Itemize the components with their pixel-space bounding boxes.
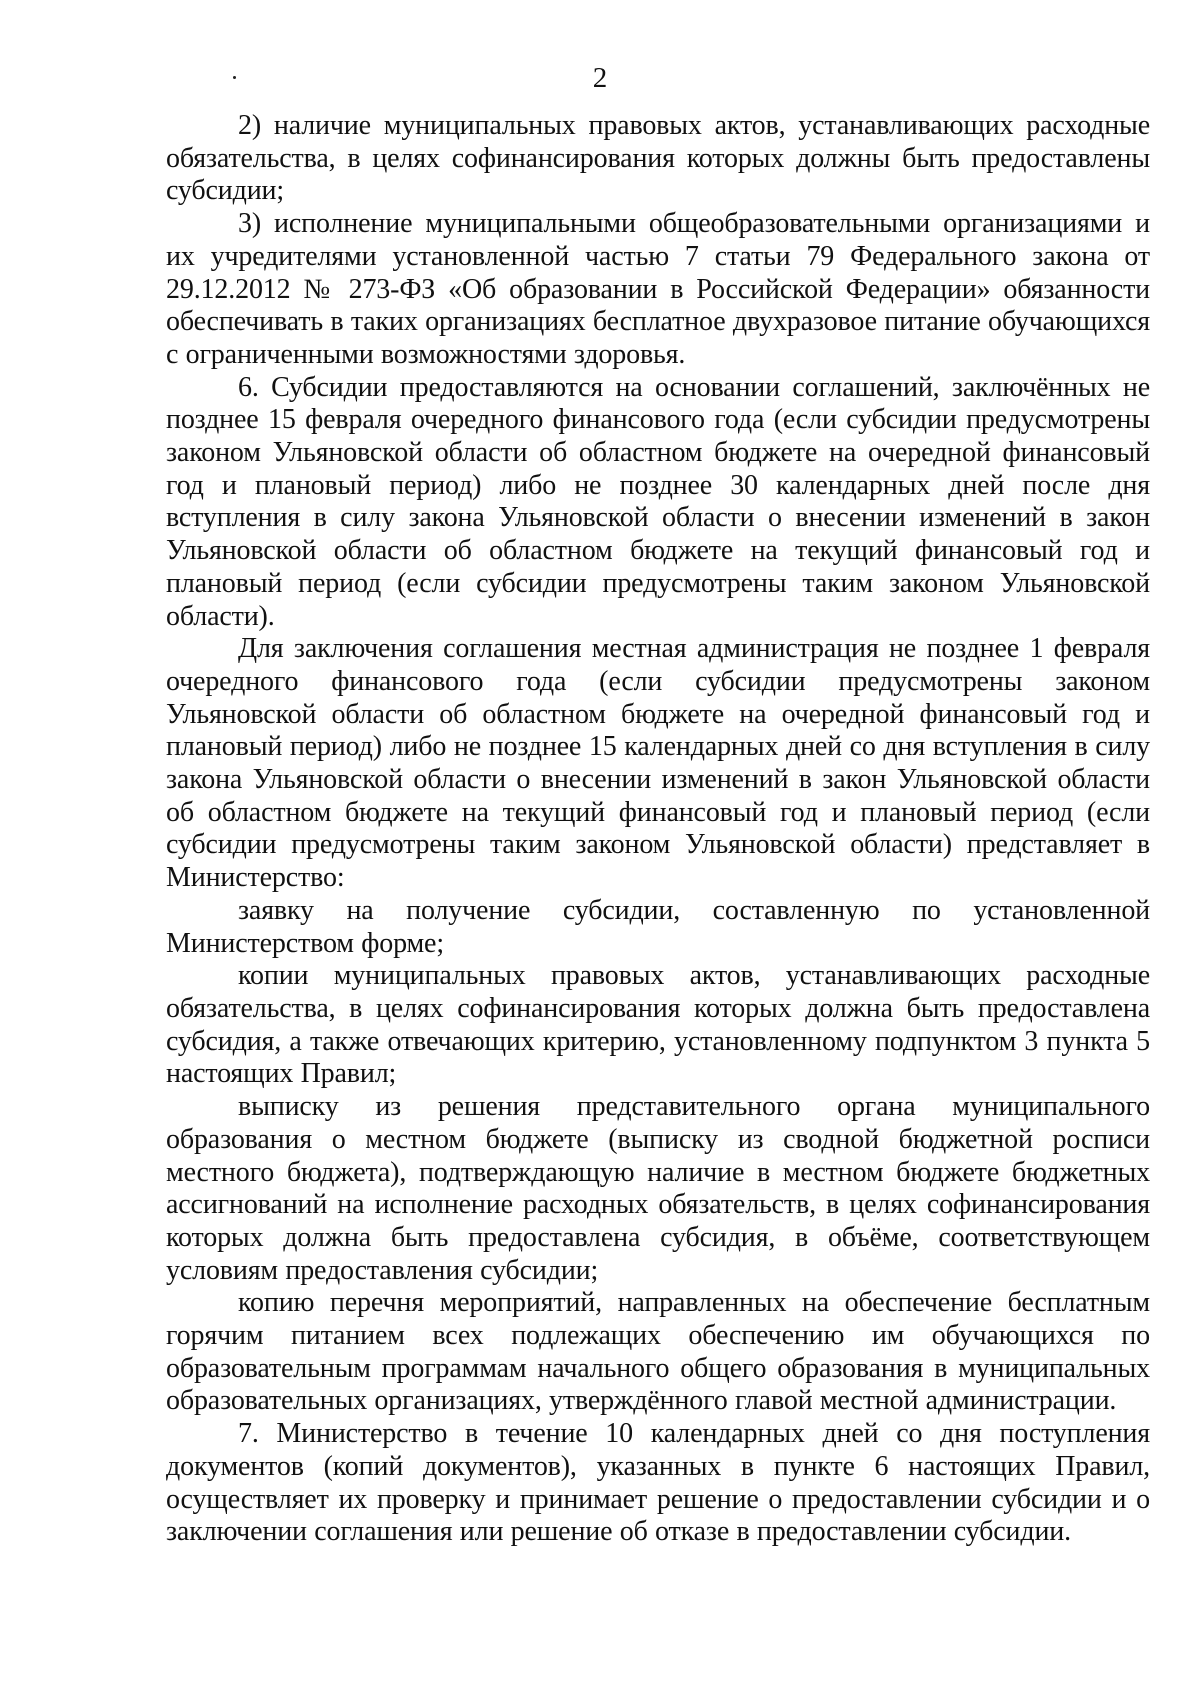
paragraph-clause-7: 7. Министерство в течение 10 календарных дней со дня поступления документов (копий документов), указанных в пункте 6 настоящих Правил, осуществляет их проверку и принимает решение о предоставлении субсидии и о заключении соглашения или решение об отказе в предоставлении субсидии. [166,1418,1150,1548]
paragraph-item-2: 2) наличие муниципальных правовых актов, устанавливающих расходные обязательства, в целях софинансирования которых должны быть предоставлены субсидии; [166,110,1150,207]
paragraph-clause-6: 6. Субсидии предоставляются на основании соглашений, заключённых не позднее 15 февраля очередного финансового года (если субсидии предусмотрены законом Ульяновской области об областном бюджете на очередной финансовый год и плановый период) либо не позднее 30 календарных дней после дня вступления в силу закона Ульяновской области о внесении изменений в закон Ульяновской области об областном бюджете на текущий финансовый год и плановый период (если субсидии предусмотрены таким законом Ульяновской области). [166,371,1150,632]
paragraph-measures-list: копию перечня мероприятий, направленных на обеспечение бесплатным горячим питанием всех подлежащих обеспечению им обучающихся по образовательным программам начального общего образования в муниципальных образовательных организациях, утверждённого главой местной администрации. [166,1287,1150,1417]
paragraph-item-3: 3) исполнение муниципальными общеобразовательными организациями и их учредителями установленной частью 7 статьи 79 Федерального закона от 29.12.2012 № 273-ФЗ «Об образовании в Российской Федерации» обязанности обеспечивать в таких организациях бесплатное двухразовое питание обучающихся с ограниченными возможностями здоровья. [166,208,1150,370]
document-body [166,110,1150,1549]
paragraph-budget-extract: выписку из решения представительного органа муниципального образования о местном бюджете (выписку из сводной бюджетной росписи местного бюджета), подтверждающую наличие в местном бюджете бюджетных ассигнований на исполнение расходных обязательств, в целях софинансирования которых должна быть предоставлена субсидия, в объёме, соответствующем условиям предоставления субсидии; [166,1091,1150,1286]
paragraph-application: заявку на получение субсидии, составленную по установленной Министерством форме; [166,894,1150,959]
page-number: 2 [592,62,608,94]
paragraph-legal-acts-copies: копии муниципальных правовых актов, устанавливающих расходные обязательства, в целях софинансирования которых должна быть предоставлена субсидия, а также отвечающих критерию, установленному подпунктом 3 пункта 5 настоящих Правил; [166,960,1150,1090]
paragraph-agreement-conditions: Для заключения соглашения местная администрация не позднее 1 февраля очередного финансового года (если субсидии предусмотрены законом Ульяновской области об областном бюджете на очередной финансовый год и плановый период) либо не позднее 15 календарных дней со дня вступления в силу закона Ульяновской области о внесении изменений в закон Ульяновской области об областном бюджете на текущий финансовый год и плановый период (если субсидии предусмотрены таким законом Ульяновской области) представляет в Министерство: [166,633,1150,894]
